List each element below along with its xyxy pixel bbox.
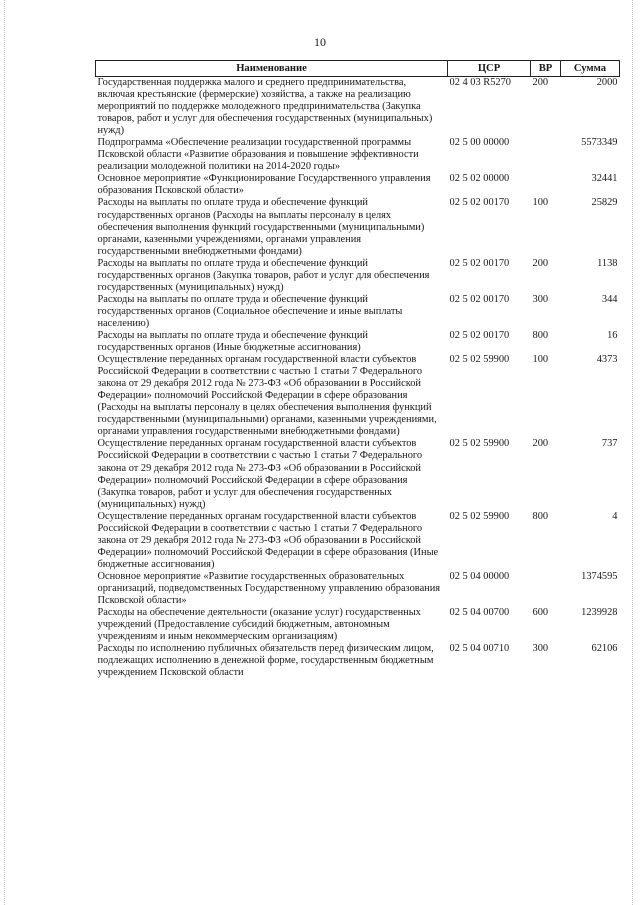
cell-name: Расходы на обеспечение деятельности (оказание услуг) государственных учреждений (Предоставление субсидий бюджетным, автономным учреждениям и иным некоммерческим организациям)	[97, 607, 421, 643]
cell-sum: 32441	[591, 173, 618, 185]
cell-vr: 800	[532, 329, 549, 341]
cell-sum: 25829	[591, 197, 618, 209]
cell-name: Осуществление переданных органам государственной власти субъектов Российской Федерации в соответствии с частью 1 статьи 7 Федерального закона от 29 декабря 2012 года № 273-ФЗ «Об образовании в Российской Федерации» полномочий Российской Федерации в сфере образования (Иные бюджетные ассигнования)	[97, 510, 439, 570]
table-row	[96, 438, 620, 510]
scan-edge-left	[4, 0, 6, 905]
cell-sum: 62106	[591, 643, 618, 655]
cell-vr: 200	[532, 257, 549, 269]
table-row	[96, 173, 620, 197]
budget-table	[95, 60, 620, 679]
cell-vr: 100	[532, 197, 549, 209]
cell-name: Расходы на выплаты по оплате труда и обеспечение функций государственных органов (Расходы на выплаты персоналу в целях обеспечения выполнения функций государственными (муниципальными) органами, казенными учреждениями, органами управления государственными внебюджетными фондами)	[97, 197, 425, 257]
cell-name: Расходы по исполнению публичных обязательств перед физическим лицом, подлежащих исполнению в денежной форме, государственным бюджетным учреждением Псковской области	[97, 643, 434, 679]
table-row	[96, 137, 620, 173]
cell-sum: 1138	[597, 257, 618, 269]
cell-csr: 02 5 02 00000	[449, 173, 510, 185]
header-name: Наименование	[96, 61, 448, 77]
table-row	[96, 354, 620, 438]
cell-csr: 02 5 02 00170	[449, 329, 510, 341]
table-row	[96, 197, 620, 257]
table-row	[96, 258, 620, 294]
cell-name: Основное мероприятие «Развитие государственных образовательных организаций, подведомственных Государственному управлению образования Псковской области»	[97, 570, 441, 607]
cell-csr: 02 5 02 59900	[449, 510, 510, 522]
table-row	[96, 77, 620, 138]
cell-vr: 600	[532, 607, 549, 619]
cell-sum: 4373	[596, 354, 618, 366]
table-row	[96, 643, 620, 679]
cell-sum: 4	[612, 510, 618, 522]
header-sum: Сумма	[561, 61, 620, 77]
cell-vr: 300	[532, 643, 549, 655]
table-body	[96, 77, 620, 680]
cell-sum: 2000	[596, 77, 618, 88]
cell-csr: 02 5 00 00000	[449, 137, 510, 149]
cell-sum: 737	[601, 438, 618, 450]
cell-vr: 200	[532, 77, 549, 88]
table-row	[96, 571, 620, 607]
cell-vr: 800	[532, 510, 549, 522]
cell-csr: 02 5 02 00170	[449, 257, 510, 269]
table-row	[96, 330, 620, 354]
cell-name: Государственная поддержка малого и среднего предпринимательства, включая крестьянские (фермерские) хозяйства, а также на реализацию мероприятий по поддержке молодежного предпринимательства (Закупка товаров, работ и услуг для обеспечения государственных (муниципальных) нужд)	[97, 77, 433, 137]
cell-name: Расходы на выплаты по оплате труда и обеспечение функций государственных органов (Социальное обеспечение и иные выплаты населению)	[97, 293, 403, 329]
table-header	[96, 61, 620, 77]
header-vr: ВР	[531, 61, 561, 77]
cell-csr: 02 5 04 00710	[449, 643, 510, 655]
cell-vr: 300	[532, 293, 549, 305]
scan-edge-right	[632, 0, 634, 905]
cell-sum: 5573349	[581, 137, 618, 149]
cell-name: Расходы на выплаты по оплате труда и обеспечение функций государственных органов (Закупка товаров, работ и услуг для обеспечения государственных (муниципальных) нужд)	[97, 257, 430, 293]
cell-csr: 02 5 02 00170	[449, 197, 510, 209]
cell-csr: 02 5 04 00000	[449, 570, 510, 582]
cell-name: Осуществление переданных органам государственной власти субъектов Российской Федерации в соответствии с частью 1 статьи 7 Федерального закона от 29 декабря 2012 года № 273-ФЗ «Об образовании в Российской Федерации» полномочий Российской Федерации в сфере образования (Расходы на выплаты персоналу в целях обеспечения выполнения функций государственными (муниципальными) органами, казенными учреждениями, органами управления государственными внебюджетными фондами)	[97, 354, 437, 438]
cell-csr: 02 4 03 R5270	[449, 77, 511, 88]
cell-vr: 200	[532, 438, 549, 450]
cell-csr: 02 5 02 00170	[449, 293, 510, 305]
page-number: 10	[314, 35, 326, 49]
cell-csr: 02 5 02 59900	[449, 354, 510, 366]
cell-vr	[531, 571, 561, 607]
cell-vr	[531, 173, 561, 197]
cell-vr	[531, 137, 561, 173]
header-csr: ЦСР	[448, 61, 531, 77]
cell-name: Осуществление переданных органам государственной власти субъектов Российской Федерации в соответствии с частью 1 статьи 7 Федерального закона от 29 декабря 2012 года № 273-ФЗ «Об образовании в Российской Федерации» полномочий Российской Федерации в сфере образования (Закупка товаров, работ и услуг для обеспечения государственных (муниципальных) нужд)	[97, 438, 423, 510]
cell-sum: 1239928	[581, 607, 618, 619]
cell-name: Основное мероприятие «Функционирование Государственного управления образования Псковской области»	[97, 173, 431, 197]
cell-sum: 16	[607, 329, 618, 341]
cell-csr: 02 5 04 00700	[449, 607, 510, 619]
header-row	[96, 61, 620, 77]
cell-name: Подпрограмма «Обеспечение реализации государственной программы Псковской области «Развитие образования и повышение эффективности реализации молодежной политики на 2014-2020 годы»	[97, 137, 419, 173]
table-row	[96, 607, 620, 643]
cell-sum: 1374595	[581, 570, 618, 582]
table-row	[96, 294, 620, 330]
cell-sum: 344	[601, 293, 618, 305]
cell-csr: 02 5 02 59900	[449, 438, 510, 450]
cell-name: Расходы на выплаты по оплате труда и обеспечение функций государственных органов (Иные бюджетные ассигнования)	[97, 329, 368, 354]
table-row	[96, 511, 620, 571]
cell-vr: 100	[532, 354, 549, 366]
